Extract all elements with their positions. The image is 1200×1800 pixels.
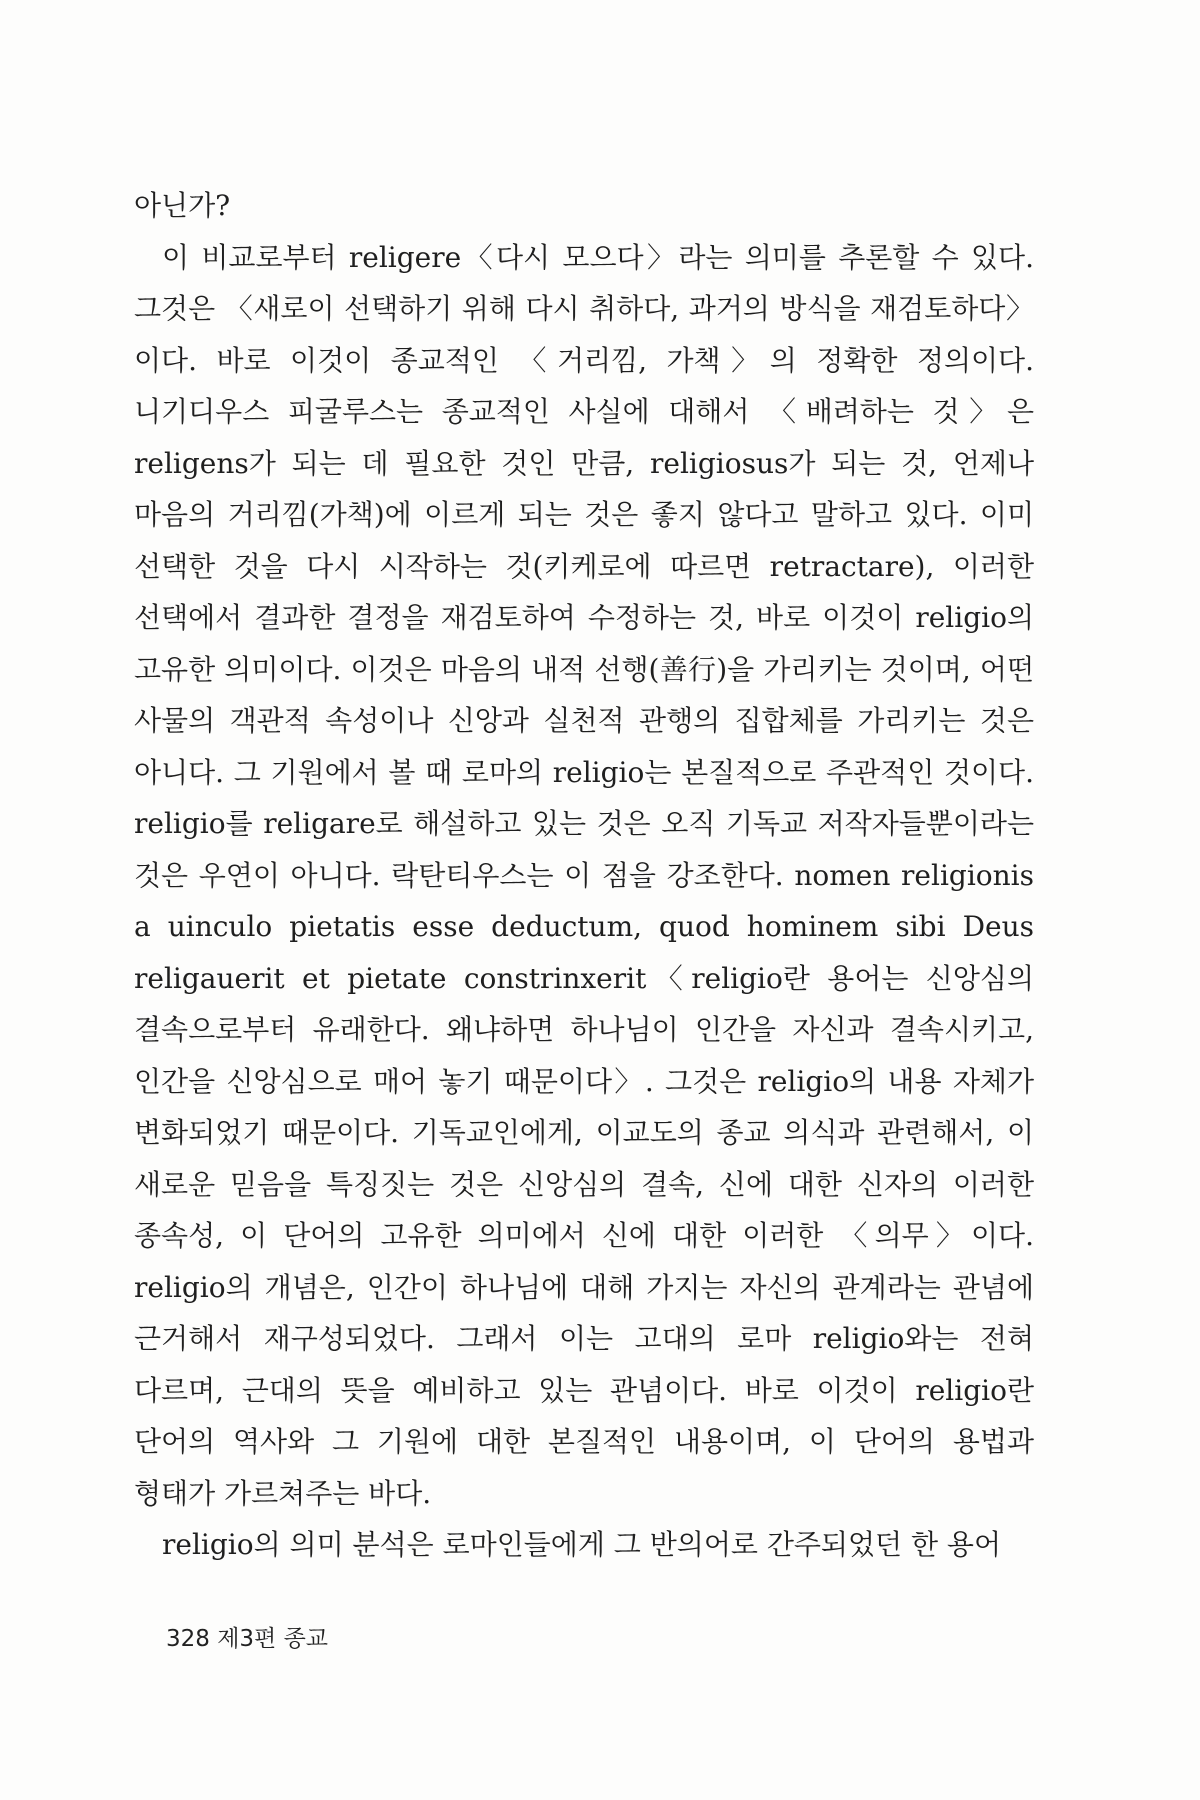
- paragraph-3: religio의 의미 분석은 로마인들에게 그 반의어로 간주되었던 한 용어: [162, 1528, 1002, 1561]
- paragraph-2: 이 비교로부터 religere〈다시 모으다〉라는 의미를 추론할 수 있다. 그것은 〈새로이 선택하기 위해 다시 취하다, 과거의 방식을 재검토하다〉이다. 바로 이것이 종교적인 〈거리낌, 가책〉의 정확한 정의이다. 니기디우스 피굴루스는 종교적인 사실에 대해서 〈배려하는 것〉은 religens가 되는 데 필요한 것인 만큼, religiosus가 되는 것, 언제나 마음의 거리낌(가책)에 이르게 되는 것은 좋지 않다고 말하고 있다. 이미 선택한 것을 다시 시작하는 것(키케로에 따르면 retractare), 이러한 선택에서 결과한 결정을 재검토하여 수정하는 것, 바로 이것이 religio의 고유한 의미이다. 이것은 마음의 내적 선행(善行)을 가리키는 것이며, 어떤 사물의 객관적 속성이나 신앙과 실천적 관행의 집합체를 가리키는 것은 아니다. 그 기원에서 볼 때 로마의 religio는 본질적으로 주관적인 것이다. religio를 religare로 해설하고 있는 것은 오직 기독교 저작자들뿐이라는 것은 우연이 아니다. 락탄티우스는 이 점을 강조한다. nomen religionis a uinculo pietatis esse deductum, quod hominem sibi Deus religauerit et pietate constrinxerit〈religio란 용어는 신앙심의 결속으로부터 유래한다. 왜냐하면 하나님이 인간을 자신과 결속시키고, 인간을 신앙심으로 매어 놓기 때문이다〉. 그것은 religio의 내용 자체가 변화되었기 때문이다. 기독교인에게, 이교도의 종교 의식과 관련해서, 이 새로운 믿음을 특징짓는 것은 신앙심의 결속, 신에 대한 신자의 이러한 종속성, 이 단어의 고유한 의미에서 신에 대한 이러한 〈의무〉이다. religio의 개념은, 인간이 하나님에 대해 가지는 자신의 관계라는 관념에 근거해서 재구성되었다. 그래서 이는 고대의 로마 religio와는 전혀 다르며, 근대의 뜻을 예비하고 있는 관념이다. 바로 이것이 religio란 단어의 역사와 그 기원에 대한 본질적인 내용이며, 이 단어의 용법과 형태가 가르쳐주는 바다.: [134, 240, 1034, 1510]
- page-footer: 328 제3편 종교: [166, 1626, 329, 1652]
- body-text: [134, 180, 1034, 1571]
- paragraph-1: 아닌가?: [134, 189, 231, 222]
